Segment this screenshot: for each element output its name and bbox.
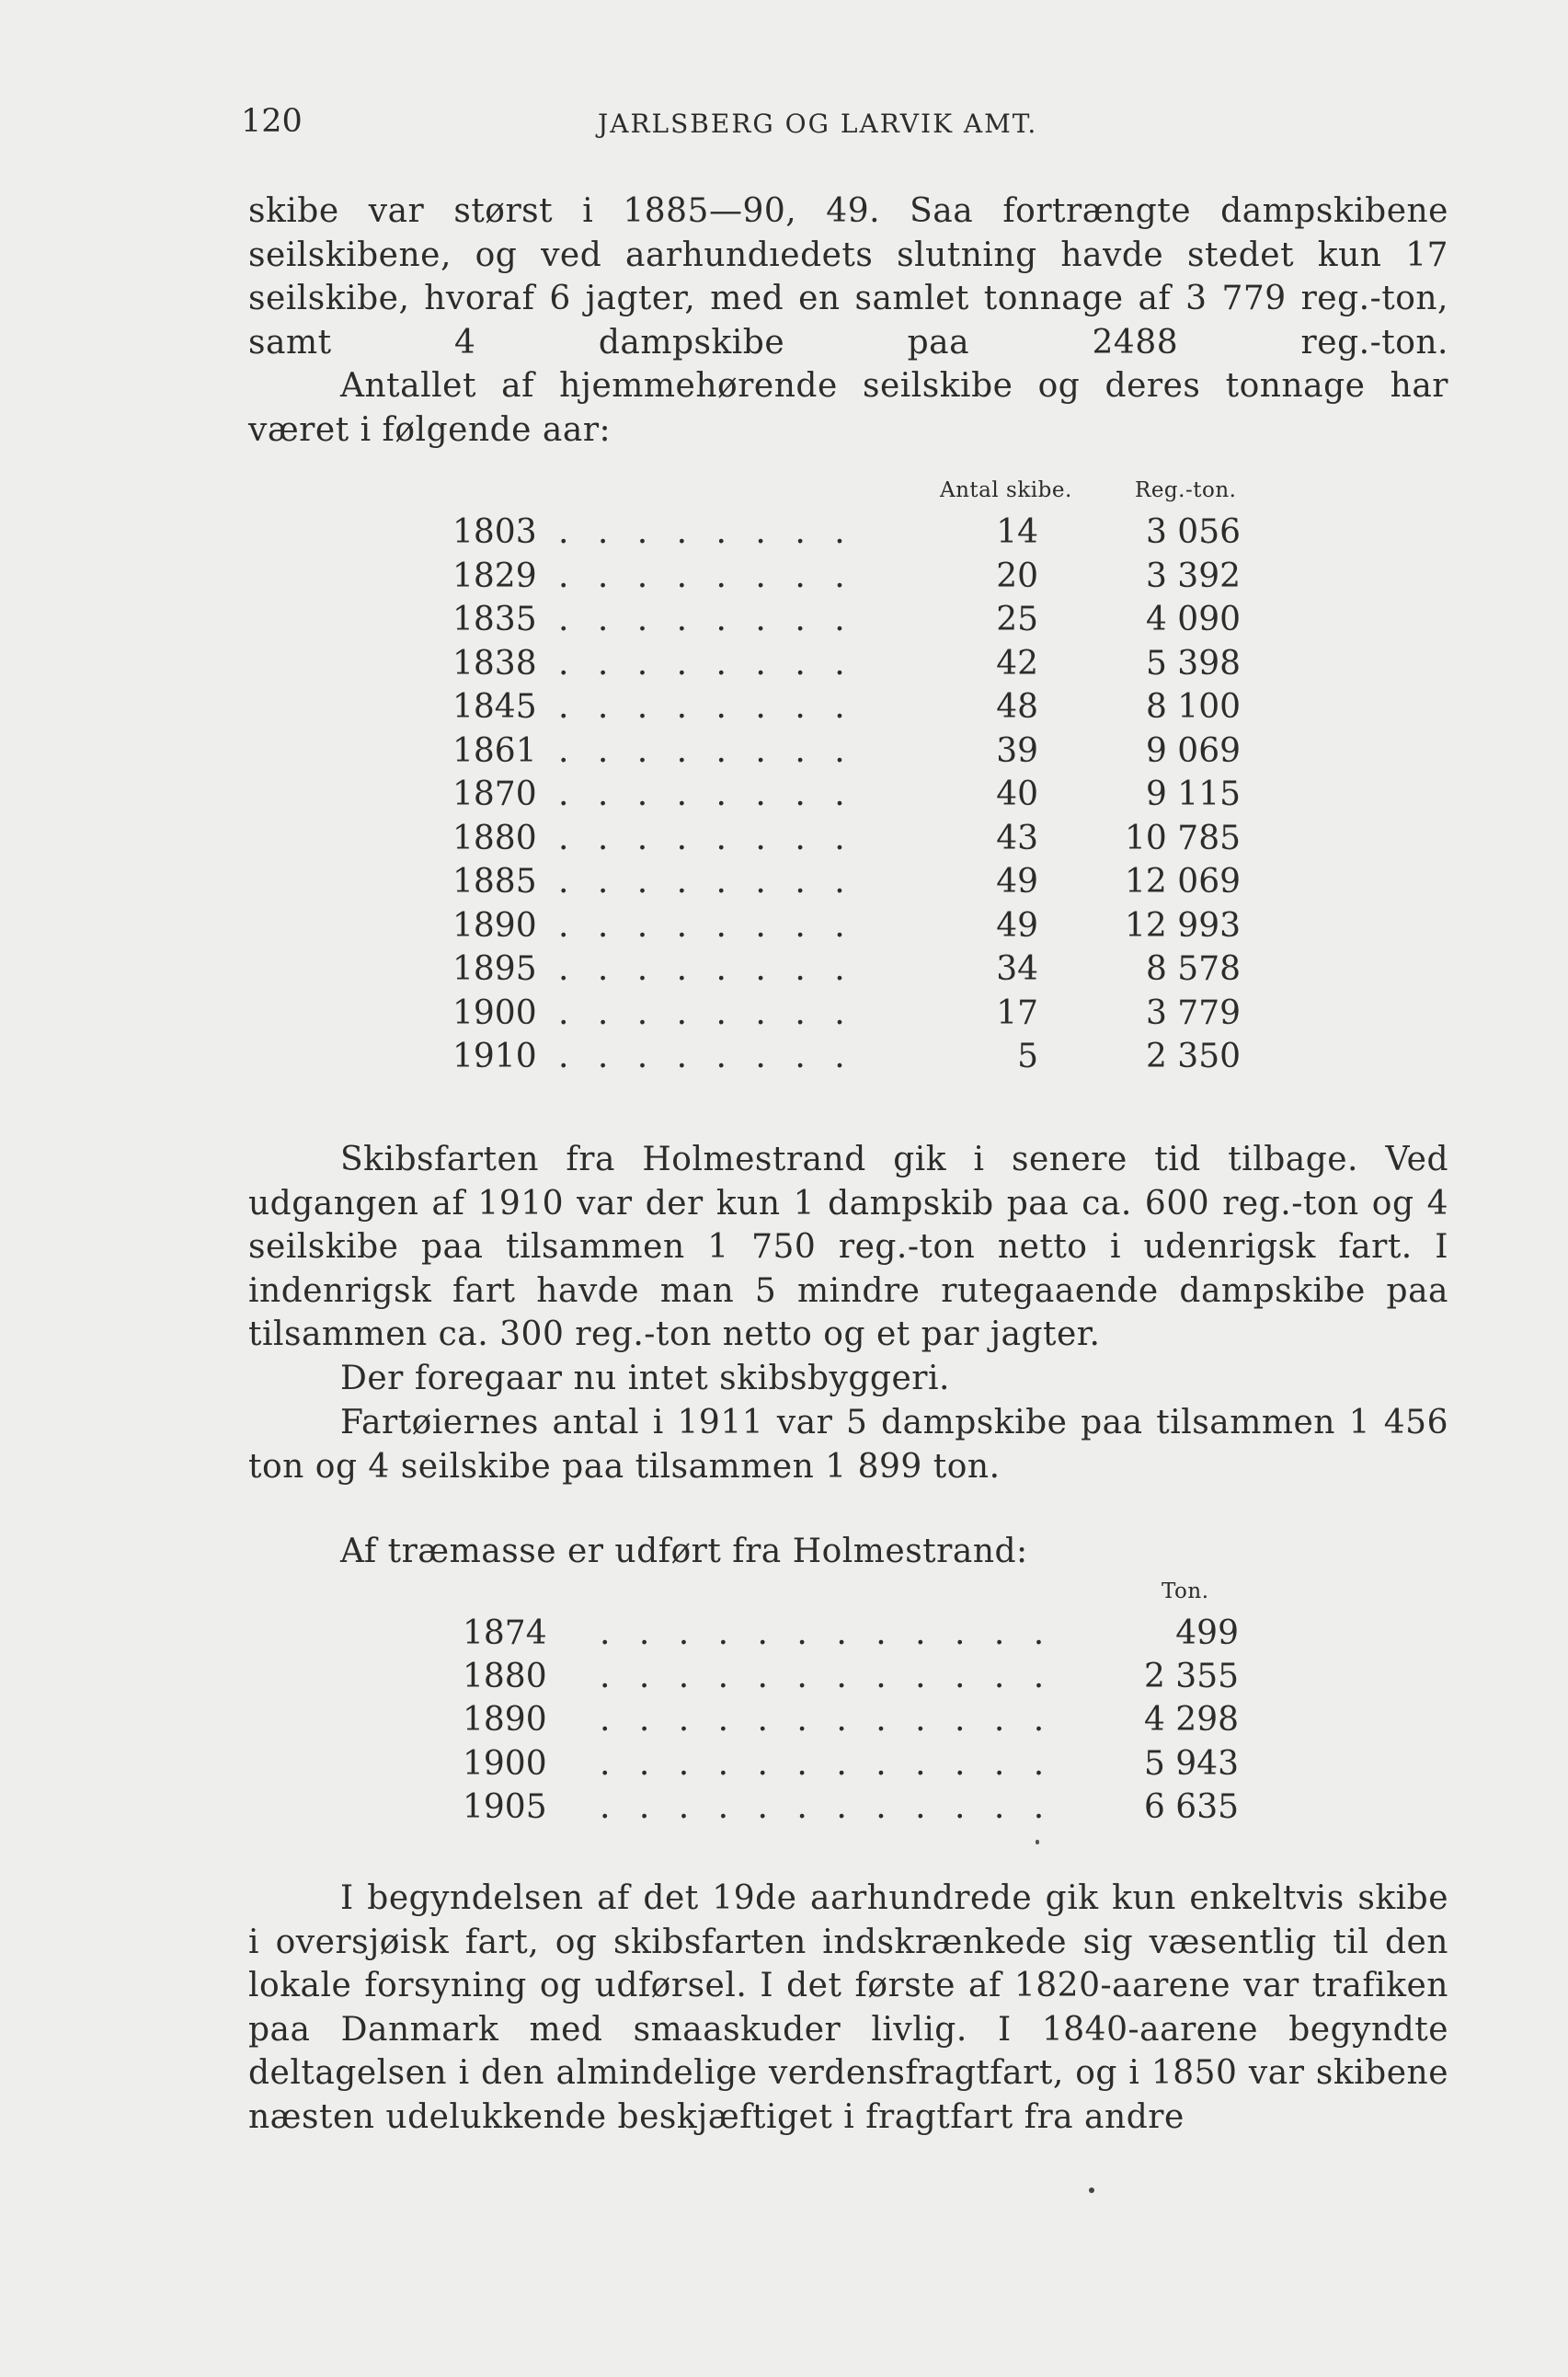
- year-cell: 1910: [452, 1038, 537, 1075]
- table-row: [0, 732, 1568, 776]
- tonnage-cell: 4 090: [1145, 601, 1241, 638]
- dot-leader: . . . . . . . .: [558, 819, 854, 857]
- table-row: [0, 1658, 1568, 1701]
- table-row: [0, 907, 1568, 951]
- tonnage-cell: 8 578: [1145, 950, 1241, 988]
- table-row: [0, 1788, 1568, 1832]
- tonnage-cell: 2 350: [1145, 1038, 1241, 1075]
- table-row: [0, 950, 1568, 994]
- dot-leader: . . . . . . . .: [558, 731, 854, 770]
- dot-leader: . . . . . . . . . . . .: [600, 1787, 1054, 1826]
- tonnage-cell: 12 993: [1125, 906, 1241, 945]
- ship-count-cell: 43: [996, 819, 1038, 857]
- dot-leader: . . . . . . . .: [558, 993, 854, 1032]
- tonnage-cell: 12 069: [1125, 863, 1241, 901]
- paragraph-table-intro: Antallet af hjemmehørende seilskibe og deres tonnage har været i følgende aar:: [248, 367, 1448, 449]
- dot-leader: . . . . . . . . . . . .: [600, 1658, 1054, 1696]
- tonnage-cell: 3 056: [1145, 513, 1241, 551]
- ship-count-cell: 17: [996, 993, 1038, 1032]
- table-row: [0, 557, 1568, 602]
- dot-leader: . . . . . . . .: [558, 906, 854, 945]
- dot-leader: . . . . . . . .: [558, 775, 854, 813]
- ship-count-cell: 49: [996, 863, 1038, 901]
- table-row: [0, 688, 1568, 732]
- ship-count-cell: 5: [1017, 1038, 1038, 1075]
- year-cell: 1870: [452, 775, 537, 813]
- table-row: [0, 601, 1568, 645]
- dot-leader: . . . . . . . .: [558, 950, 854, 988]
- year-cell: 1861: [452, 731, 537, 770]
- page-number: 120: [241, 103, 303, 140]
- ship-count-cell: 48: [996, 688, 1038, 726]
- ship-count-cell: 34: [996, 950, 1038, 988]
- tons-cell: 6 635: [1143, 1787, 1239, 1826]
- year-cell: 1890: [452, 906, 537, 945]
- ship-count-cell: 42: [996, 644, 1038, 683]
- ship-count-cell: 14: [996, 513, 1038, 551]
- paragraph-timber-intro: Af træmasse er udført fra Holmestrand:: [340, 1533, 1028, 1570]
- paragraph-decline: Skibsfarten fra Holmestrand gik i senere tid tilbage. Ved udgangen af 1910 var der kun 1 dampskib paa ca. 600 reg.-ton og 4 seilskibe paa tilsammen 1 750 reg.-ton netto i udenrigsk fart. I indenrigsk fart havde man 5 mindre rutegaaende dampskibe paa tilsammen ca. 300 reg.-ton netto og et par jagter.: [248, 1141, 1448, 1354]
- ship-count-cell: 40: [996, 775, 1038, 813]
- year-cell: 1835: [452, 601, 537, 638]
- year-cell: 1900: [452, 993, 537, 1032]
- table-row: [0, 1745, 1568, 1788]
- tons-cell: 2 355: [1143, 1658, 1239, 1696]
- dot-leader: . . . . . . . .: [558, 863, 854, 901]
- ink-speck: [1089, 2188, 1094, 2193]
- year-cell: 1885: [452, 863, 537, 901]
- column-header-reg-tons: Reg.-ton.: [1135, 478, 1237, 502]
- table-row: [0, 820, 1568, 864]
- table-row: [0, 863, 1568, 907]
- tonnage-cell: 3 392: [1145, 557, 1241, 595]
- year-cell: 1838: [452, 644, 537, 683]
- dot-leader: . . . . . . . .: [558, 688, 854, 726]
- dot-leader: . . . . . . . .: [558, 601, 854, 638]
- ship-count-cell: 25: [996, 601, 1038, 638]
- running-title: JARLSBERG OG LARVIK AMT.: [598, 109, 1038, 139]
- year-cell: 1803: [452, 513, 537, 551]
- tonnage-cell: 10 785: [1125, 819, 1241, 857]
- table-row: [0, 1701, 1568, 1744]
- dot-leader: . . . . . . . .: [558, 644, 854, 683]
- table-row: [0, 775, 1568, 820]
- year-cell: 1829: [452, 557, 537, 595]
- year-cell: 1900: [463, 1744, 547, 1783]
- ship-count-cell: 49: [996, 906, 1038, 945]
- year-cell: 1880: [452, 819, 537, 857]
- tonnage-cell: 8 100: [1145, 688, 1241, 726]
- tonnage-cell: 5 398: [1145, 644, 1241, 683]
- ship-count-cell: 20: [996, 557, 1038, 595]
- dot-leader: . . . . . . . .: [558, 513, 854, 551]
- year-cell: 1895: [452, 950, 537, 988]
- column-header-tons: Ton.: [1162, 1579, 1209, 1603]
- dot-leader: . . . . . . . . . . . .: [600, 1614, 1054, 1652]
- dot-leader: . . . . . . . .: [558, 1038, 854, 1075]
- year-cell: 1845: [452, 688, 537, 726]
- tonnage-cell: 3 779: [1145, 993, 1241, 1032]
- ships-table: [0, 513, 1568, 1082]
- tons-cell: 5 943: [1143, 1744, 1239, 1783]
- table-row: [0, 1614, 1568, 1658]
- timber-export-table: [0, 1614, 1568, 1832]
- paragraph-vessel-count: Fartøiernes antal i 1911 var 5 dampskibe paa tilsammen 1 456 ton og 4 seilskibe paa tilsammen 1 899 ton.: [248, 1404, 1448, 1486]
- paragraph-shipping-history: skibe var størst i 1885—90, 49. Saa fortrængte dampskibene seilskibene, og ved aarhundıedets slutning havde stedet kun 17 seilskibe, hvoraf 6 jagter, med en samlet tonnage af 3 779 reg.-ton, samt 4 dampskibe paa 2488 reg.-ton.: [248, 192, 1448, 362]
- ship-count-cell: 39: [996, 731, 1038, 770]
- ink-speck: [1036, 1840, 1039, 1844]
- column-header-ships: Antal skibe.: [940, 478, 1072, 502]
- dot-leader: . . . . . . . .: [558, 557, 854, 595]
- table-row: [0, 1038, 1568, 1082]
- tons-cell: 499: [1175, 1614, 1239, 1652]
- paragraph-shipbuilding: Der foregaar nu intet skibsbyggeri.: [340, 1360, 950, 1397]
- year-cell: 1880: [463, 1658, 547, 1696]
- tonnage-cell: 9 115: [1145, 775, 1241, 813]
- year-cell: 1905: [463, 1787, 547, 1826]
- table-row: [0, 513, 1568, 557]
- dot-leader: . . . . . . . . . . . .: [600, 1744, 1054, 1783]
- tons-cell: 4 298: [1143, 1701, 1239, 1740]
- table-row: [0, 645, 1568, 689]
- year-cell: 1874: [463, 1614, 547, 1652]
- dot-leader: . . . . . . . . . . . .: [600, 1701, 1054, 1740]
- paragraph-nineteenth-century: I begyndelsen af det 19de aarhundrede gik kun enkeltvis skibe i oversjøisk fart, og skibsfarten indskrænkede sig væsentlig til den lokale forsyning og udførsel. I det første af 1820-aarene var trafiken paa Danmark med smaaskuder livlig. I 1840-aarene begyndte deltagelsen i den almindelige verdensfragtfart, og i 1850 var skibene næsten udelukkende beskjæftiget i fragtfart fra andre: [248, 1879, 1448, 2136]
- table-row: [0, 994, 1568, 1039]
- year-cell: 1890: [463, 1701, 547, 1740]
- tonnage-cell: 9 069: [1145, 731, 1241, 770]
